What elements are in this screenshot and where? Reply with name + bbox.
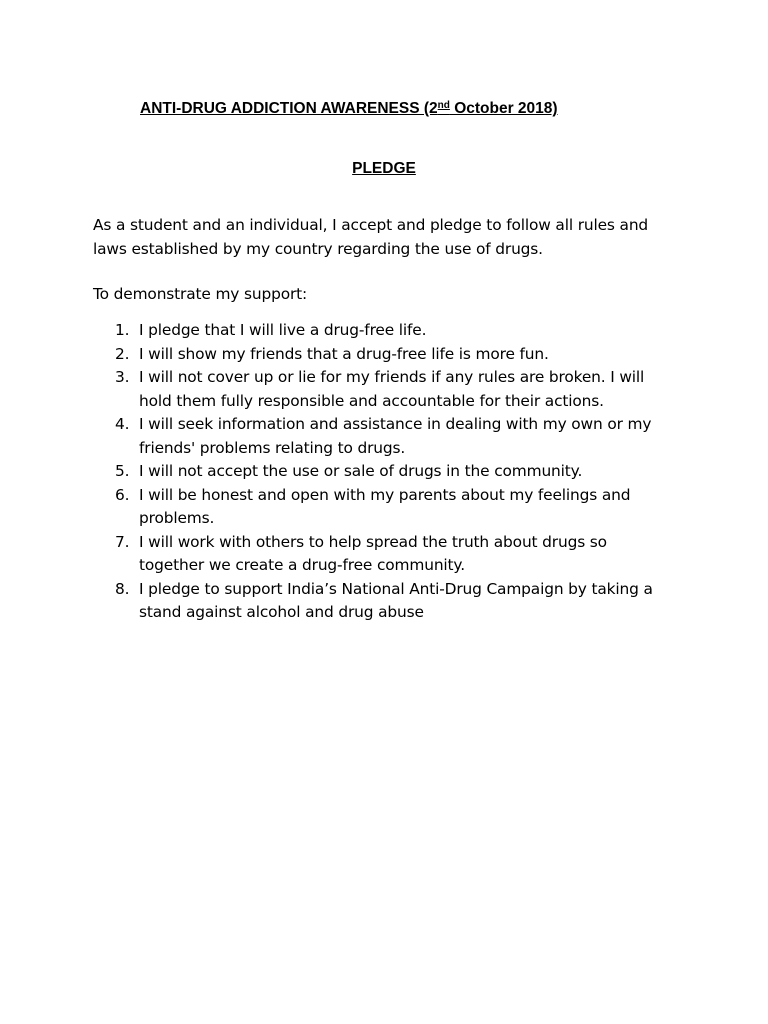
pledge-item (93, 343, 723, 367)
pledge-number: 5. (115, 462, 130, 480)
pledge-number: 4. (115, 415, 130, 433)
pledge-number: 1. (115, 321, 130, 339)
pledge-line: I will show my friends that a drug-free life is more fun. (139, 344, 549, 363)
pledge-item (93, 366, 723, 413)
pledge-line: I pledge to support India’s National Anti-Drug Campaign by taking a (139, 579, 653, 598)
pledge-line: I will not accept the use or sale of drugs in the community. (139, 462, 583, 480)
pledge-line: I will be honest and open with my parents about my feelings and (139, 485, 631, 504)
pledge-line: stand against alcohol and drug abuse (139, 603, 424, 621)
pledge-title-text: PLEDGE (352, 160, 416, 177)
pledge-line: friends' problems relating to drugs. (139, 438, 406, 457)
heading-prefix: ANTI-DRUG ADDICTION AWARENESS (2 (140, 100, 438, 117)
pledge-line: I will work with others to help spread the truth about drugs so (139, 532, 607, 551)
pledge-item (93, 319, 723, 343)
pledge-item (93, 413, 723, 460)
pledge-item (93, 578, 723, 625)
pledge-number: 3. (115, 368, 130, 386)
pledge-list (93, 319, 723, 625)
pledge-line: I will not cover up or lie for my friends if any rules are broken. I will (139, 368, 645, 386)
pledge-line: problems. (139, 509, 215, 527)
pledge-line: I pledge that I will live a drug-free life. (139, 321, 427, 339)
pledge-line: together we create a drug-free community. (139, 556, 465, 574)
pledge-number: 6. (115, 485, 130, 504)
intro-line: As a student and an individual, I accept and pledge to follow all rules and (93, 216, 649, 234)
heading-superscript: nd (437, 100, 450, 111)
support-line: To demonstrate my support: (93, 285, 308, 303)
intro-paragraph (93, 214, 723, 261)
pledge-number: 7. (115, 532, 130, 551)
pledge-item (93, 460, 723, 484)
pledge-item (93, 531, 723, 578)
pledge-title (0, 159, 768, 179)
pledge-number: 8. (115, 579, 130, 598)
intro-line: laws established by my country regarding the use of drugs. (93, 239, 543, 258)
heading-suffix: October 2018) (449, 100, 558, 117)
document-heading (140, 99, 660, 119)
pledge-number: 2. (115, 344, 130, 363)
pledge-item (93, 484, 723, 531)
pledge-line: I will seek information and assistance in dealing with my own or my (139, 415, 652, 433)
pledge-line: hold them fully responsible and accountable for their actions. (139, 391, 604, 410)
